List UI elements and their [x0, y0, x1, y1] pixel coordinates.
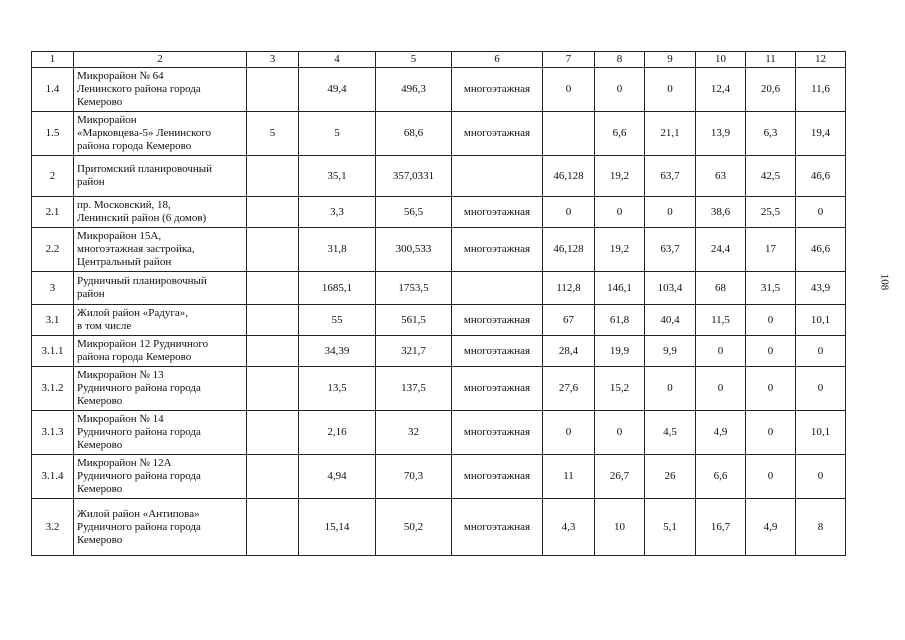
- table-cell: 16,7: [696, 499, 746, 556]
- table-cell: 2: [32, 156, 74, 197]
- table-cell: 2.2: [32, 228, 74, 272]
- table-cell: [452, 272, 543, 305]
- table-cell: 20,6: [746, 68, 796, 112]
- table-cell: 40,4: [645, 305, 696, 336]
- table-cell: 63,7: [645, 156, 696, 197]
- table-row: [32, 411, 846, 455]
- table-cell: 10,1: [796, 305, 846, 336]
- table-cell: 11,5: [696, 305, 746, 336]
- table-cell: 55: [299, 305, 376, 336]
- header-cell: 11: [746, 52, 796, 68]
- table-cell: 21,1: [645, 112, 696, 156]
- table-cell: 0: [696, 336, 746, 367]
- table-row: [32, 336, 846, 367]
- table-cell: многоэтажная: [452, 336, 543, 367]
- table-cell: 9,9: [645, 336, 696, 367]
- table-cell: 5,1: [645, 499, 696, 556]
- table-cell: 25,5: [746, 197, 796, 228]
- table-cell: многоэтажная: [452, 305, 543, 336]
- table-cell: 26,7: [595, 455, 645, 499]
- table-cell: 10,1: [796, 411, 846, 455]
- table-cell: 1.5: [32, 112, 74, 156]
- table-cell: 19,2: [595, 156, 645, 197]
- name-cell: Микрорайон 12 Рудничного района города Кемерово: [74, 336, 247, 367]
- table-cell: [247, 197, 299, 228]
- table-cell: 0: [543, 411, 595, 455]
- table-cell: 321,7: [376, 336, 452, 367]
- table-cell: 0: [543, 68, 595, 112]
- table-cell: 496,3: [376, 68, 452, 112]
- name-cell: Микрорайон № 14 Рудничного района города Кемерово: [74, 411, 247, 455]
- table-cell: 11: [543, 455, 595, 499]
- table-cell: [247, 228, 299, 272]
- table-cell: 0: [746, 411, 796, 455]
- table-cell: 1753,5: [376, 272, 452, 305]
- table-row: [32, 112, 846, 156]
- table-cell: 31,8: [299, 228, 376, 272]
- table-cell: 0: [796, 197, 846, 228]
- page-number: 108: [878, 273, 891, 291]
- table-cell: 63: [696, 156, 746, 197]
- table-cell: 6,6: [595, 112, 645, 156]
- table-cell: 13,5: [299, 367, 376, 411]
- table-cell: [247, 499, 299, 556]
- table-cell: 24,4: [696, 228, 746, 272]
- table-cell: 0: [595, 411, 645, 455]
- table-cell: 38,6: [696, 197, 746, 228]
- table-cell: [247, 367, 299, 411]
- table-cell: 8: [796, 499, 846, 556]
- table-cell: [452, 156, 543, 197]
- name-cell: Микрорайон 15А, многоэтажная застройка, Центральный район: [74, 228, 247, 272]
- table-cell: 68,6: [376, 112, 452, 156]
- table-cell: 27,6: [543, 367, 595, 411]
- header-cell: 12: [796, 52, 846, 68]
- table-row: [32, 197, 846, 228]
- table-cell: 34,39: [299, 336, 376, 367]
- table-cell: 137,5: [376, 367, 452, 411]
- table-cell: 12,4: [696, 68, 746, 112]
- table-row: [32, 228, 846, 272]
- table-cell: [247, 455, 299, 499]
- table-cell: 1.4: [32, 68, 74, 112]
- table-cell: 357,0331: [376, 156, 452, 197]
- table-cell: 49,4: [299, 68, 376, 112]
- table-cell: 63,7: [645, 228, 696, 272]
- table-cell: многоэтажная: [452, 68, 543, 112]
- table-cell: 0: [595, 197, 645, 228]
- table-cell: 0: [796, 455, 846, 499]
- table-cell: [543, 112, 595, 156]
- name-cell: пр. Московский, 18, Ленинский район (6 домов): [74, 197, 247, 228]
- table-cell: многоэтажная: [452, 367, 543, 411]
- name-cell: Микрорайон № 13 Рудничного района города Кемерово: [74, 367, 247, 411]
- table-cell: 19,4: [796, 112, 846, 156]
- header-cell: 10: [696, 52, 746, 68]
- table-cell: 43,9: [796, 272, 846, 305]
- table-cell: 0: [595, 68, 645, 112]
- table-cell: многоэтажная: [452, 411, 543, 455]
- table-cell: 28,4: [543, 336, 595, 367]
- table-cell: многоэтажная: [452, 112, 543, 156]
- table-row: [32, 367, 846, 411]
- table-cell: 0: [543, 197, 595, 228]
- table-cell: 146,1: [595, 272, 645, 305]
- table-cell: 50,2: [376, 499, 452, 556]
- table-cell: 35,1: [299, 156, 376, 197]
- table-cell: многоэтажная: [452, 197, 543, 228]
- table-cell: 68: [696, 272, 746, 305]
- table-cell: 32: [376, 411, 452, 455]
- table-cell: многоэтажная: [452, 455, 543, 499]
- table-cell: [247, 305, 299, 336]
- table-body: [32, 52, 846, 556]
- table-cell: 56,5: [376, 197, 452, 228]
- table-cell: 0: [696, 367, 746, 411]
- table-cell: 561,5: [376, 305, 452, 336]
- header-cell: 3: [247, 52, 299, 68]
- table-cell: 11,6: [796, 68, 846, 112]
- table-cell: 46,128: [543, 156, 595, 197]
- table-cell: 0: [796, 367, 846, 411]
- table-cell: 4,9: [746, 499, 796, 556]
- table-cell: [247, 68, 299, 112]
- table-cell: 6,3: [746, 112, 796, 156]
- table-cell: [247, 411, 299, 455]
- table-cell: 3.1.3: [32, 411, 74, 455]
- name-cell: Микрорайон «Марковцева-5» Ленинского района города Кемерово: [74, 112, 247, 156]
- header-row: [32, 52, 846, 68]
- table-cell: 3.1.1: [32, 336, 74, 367]
- table-cell: 67: [543, 305, 595, 336]
- table-cell: 19,2: [595, 228, 645, 272]
- data-table: [31, 51, 846, 556]
- table-cell: 70,3: [376, 455, 452, 499]
- header-cell: 9: [645, 52, 696, 68]
- header-cell: 4: [299, 52, 376, 68]
- table-cell: 26: [645, 455, 696, 499]
- name-cell: Притомский планировочный район: [74, 156, 247, 197]
- table-cell: 17: [746, 228, 796, 272]
- table-cell: 2,16: [299, 411, 376, 455]
- table-row: [32, 455, 846, 499]
- table-cell: 42,5: [746, 156, 796, 197]
- table-row: [32, 499, 846, 556]
- header-cell: 6: [452, 52, 543, 68]
- table-cell: многоэтажная: [452, 228, 543, 272]
- table-cell: 46,128: [543, 228, 595, 272]
- table-cell: 4,94: [299, 455, 376, 499]
- table-row: [32, 305, 846, 336]
- table-row: [32, 68, 846, 112]
- table-cell: 4,9: [696, 411, 746, 455]
- table-cell: [247, 336, 299, 367]
- table-cell: 10: [595, 499, 645, 556]
- table-cell: 3,3: [299, 197, 376, 228]
- table-cell: 4,3: [543, 499, 595, 556]
- table-cell: 6,6: [696, 455, 746, 499]
- table-cell: 1685,1: [299, 272, 376, 305]
- table-cell: 13,9: [696, 112, 746, 156]
- table-cell: 5: [247, 112, 299, 156]
- table-cell: 3.2: [32, 499, 74, 556]
- table-cell: 3: [32, 272, 74, 305]
- table-cell: 0: [746, 305, 796, 336]
- table-cell: [247, 156, 299, 197]
- table-cell: 61,8: [595, 305, 645, 336]
- table-cell: 4,5: [645, 411, 696, 455]
- table-cell: 0: [796, 336, 846, 367]
- table-cell: 112,8: [543, 272, 595, 305]
- table-cell: 19,9: [595, 336, 645, 367]
- table-cell: 31,5: [746, 272, 796, 305]
- table-cell: 103,4: [645, 272, 696, 305]
- table-cell: многоэтажная: [452, 499, 543, 556]
- table-cell: 5: [299, 112, 376, 156]
- table-cell: 3.1.2: [32, 367, 74, 411]
- header-cell: 7: [543, 52, 595, 68]
- table-cell: 300,533: [376, 228, 452, 272]
- name-cell: Жилой район «Радуга», в том числе: [74, 305, 247, 336]
- table-cell: 0: [746, 455, 796, 499]
- header-cell: 8: [595, 52, 645, 68]
- table-cell: 0: [746, 336, 796, 367]
- table-cell: 2.1: [32, 197, 74, 228]
- table-cell: 3.1.4: [32, 455, 74, 499]
- table-cell: 0: [645, 68, 696, 112]
- table-cell: 15,2: [595, 367, 645, 411]
- table-row: [32, 272, 846, 305]
- table-cell: 0: [645, 197, 696, 228]
- name-cell: Жилой район «Антипова» Рудничного района города Кемерово: [74, 499, 247, 556]
- table-cell: 15,14: [299, 499, 376, 556]
- table-row: [32, 156, 846, 197]
- name-cell: Рудничный планировочный район: [74, 272, 247, 305]
- name-cell: Микрорайон № 12А Рудничного района города Кемерово: [74, 455, 247, 499]
- header-cell: 5: [376, 52, 452, 68]
- table-cell: [247, 272, 299, 305]
- name-cell: Микрорайон № 64 Ленинского района города Кемерово: [74, 68, 247, 112]
- header-cell: 1: [32, 52, 74, 68]
- table-cell: 46,6: [796, 156, 846, 197]
- table-cell: 0: [746, 367, 796, 411]
- table-cell: 0: [645, 367, 696, 411]
- header-cell: 2: [74, 52, 247, 68]
- table-cell: 3.1: [32, 305, 74, 336]
- table-cell: 46,6: [796, 228, 846, 272]
